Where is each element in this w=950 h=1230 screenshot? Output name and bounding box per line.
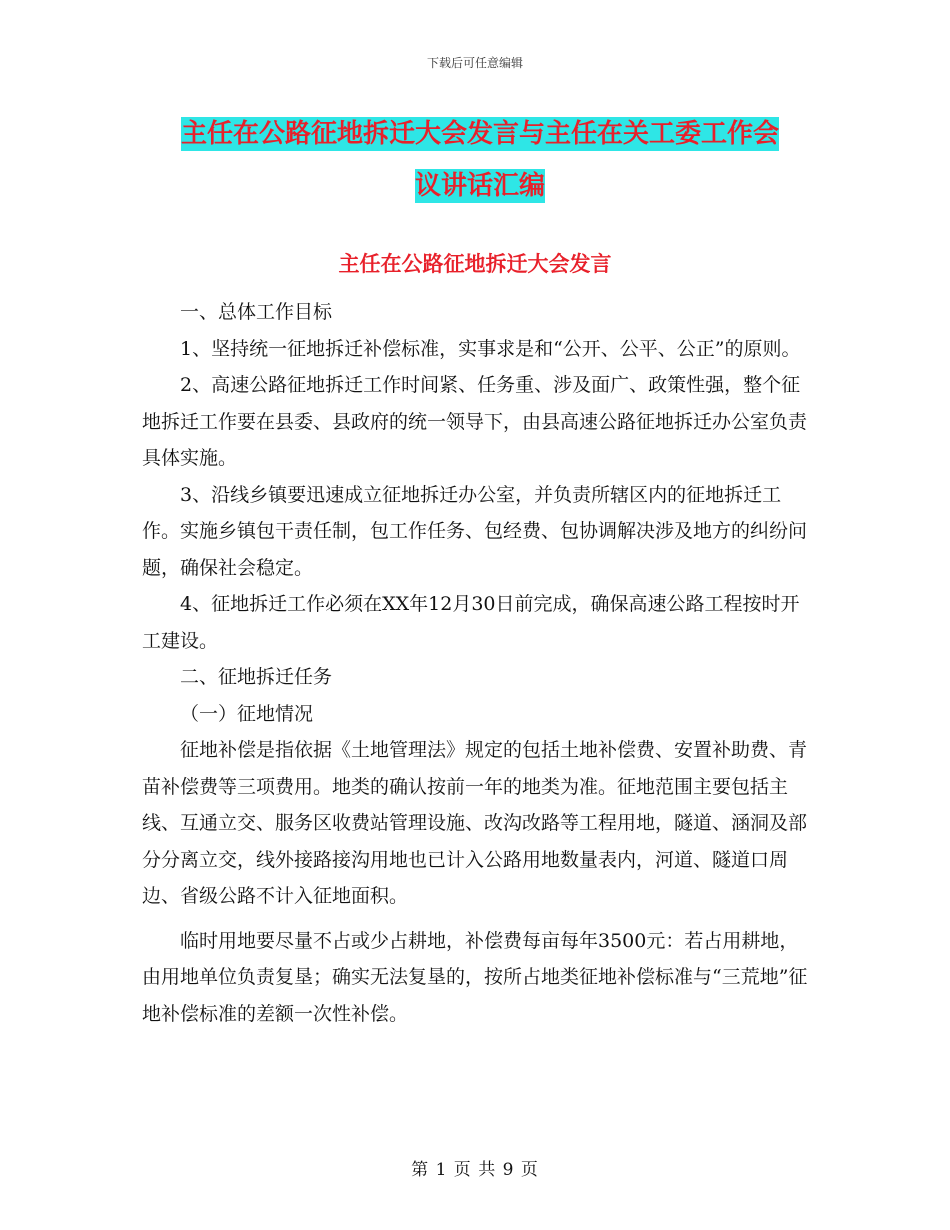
document-title-line-1: 主任在公路征地拆迁大会发言与主任在关工委工作会 <box>180 119 779 149</box>
paragraph: 3、沿线乡镇要迅速成立征地拆迁办公室，并负责所辖区内的征地拆迁工作。实施乡镇包干责任制，包工作任务、包经费、包协调解决涉及地方的纠纷问题，确保社会稳定。 <box>142 483 808 579</box>
paragraph: 一、总体工作目标 <box>180 301 333 323</box>
document-body <box>142 294 817 1032</box>
document-title <box>140 108 820 212</box>
paragraph: （一）征地情况 <box>180 702 314 725</box>
page-footer: 第 1 页 共 9 页 <box>411 1160 539 1180</box>
section-title: 主任在公路征地拆迁大会发言 <box>338 252 612 276</box>
paragraph: 征地补偿是指依据《土地管理法》规定的包括土地补偿费、安置补助费、青苗补偿费等三项费用。地类的确认按前一年的地类为准。征地范围主要包括主线、互通立交、服务区收费站管理设施、改沟改路等工程用地，隧道、涵洞及部分分离立交，线外接路接沟用地也已计入公路用地数量表内，河道、隧道口周边、省级公路不计入征地面积。 <box>142 739 808 907</box>
paragraph: 临时用地要尽量不占或少占耕地，补偿费每亩每年3500元：若占用耕地，由用地单位负责复垦；确实无法复垦的，按所占地类征地补偿标准与“三荒地”征地补偿标准的差额一次性补偿。 <box>142 929 808 1025</box>
document-title-line-2: 议讲话汇编 <box>414 171 545 201</box>
header-note: 下载后可任意编辑 <box>426 56 523 70</box>
paragraph: 2、高速公路征地拆迁工作时间紧、任务重、涉及面广、政策性强，整个征地拆迁工作要在县委、县政府的统一领导下，由县高速公路征地拆迁办公室负责具体实施。 <box>142 374 808 469</box>
paragraph: 二、征地拆迁任务 <box>180 666 333 688</box>
paragraph: 4、征地拆迁工作必须在XX年12月30日前完成，确保高速公路工程按时开工建设。 <box>142 593 800 652</box>
paragraph: 1、坚持统一征地拆迁补偿标准，实事求是和“公开、公平、公正”的原则。 <box>180 337 801 360</box>
